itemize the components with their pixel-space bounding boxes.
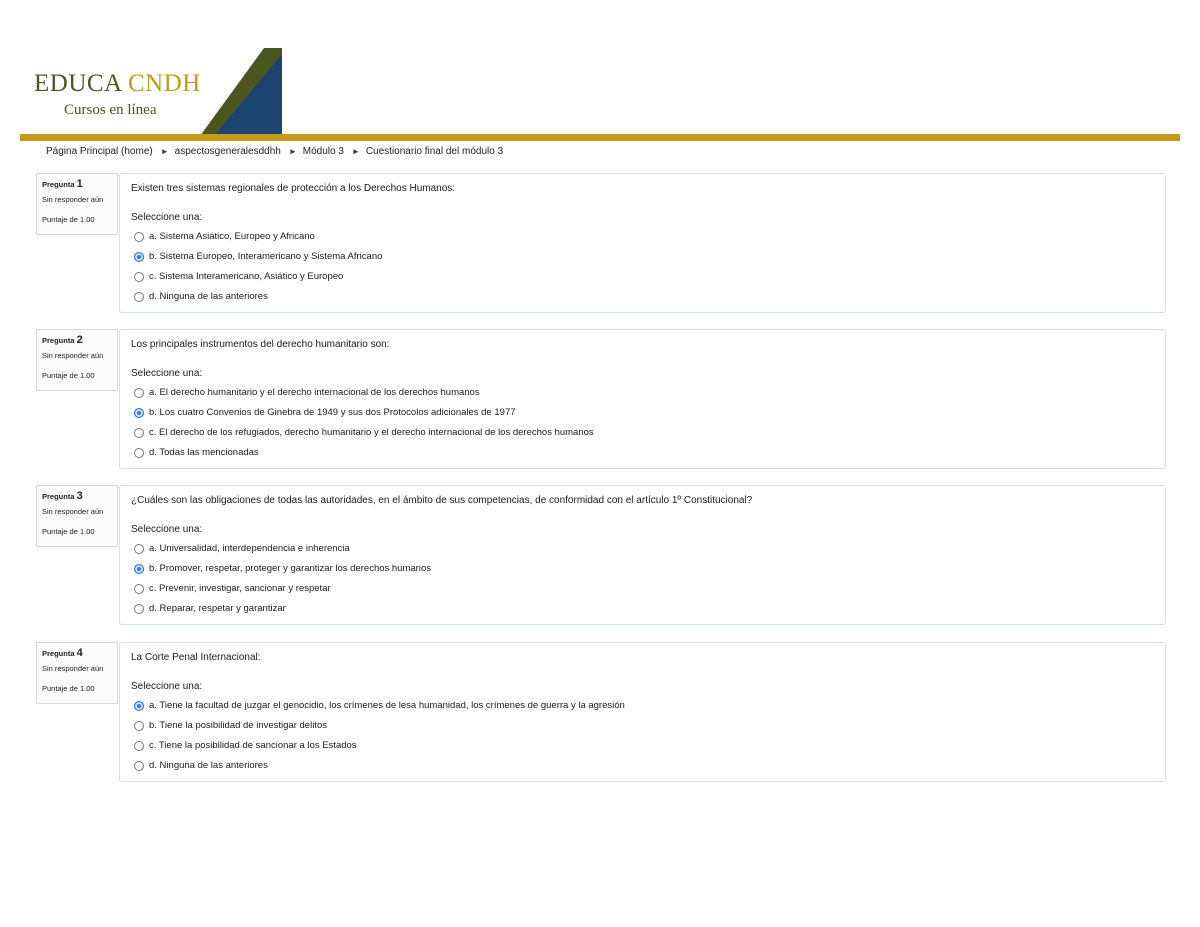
breadcrumb-course[interactable]: aspectosgeneralesddhh — [174, 146, 281, 157]
answer-option[interactable] — [131, 715, 1154, 735]
radio-button[interactable] — [134, 292, 144, 302]
radio-button[interactable] — [134, 584, 144, 594]
logo-word-educa: EDUCA — [34, 70, 122, 97]
breadcrumb-module[interactable]: Módulo 3 — [302, 146, 344, 157]
answer-option[interactable] — [131, 578, 1154, 598]
radio-button[interactable] — [134, 604, 144, 614]
radio-button[interactable] — [134, 701, 144, 711]
answer-options — [131, 695, 1154, 775]
answer-label: b. Promover, respetar, proteger y garantizar los derechos humanos — [149, 562, 431, 574]
answer-option[interactable] — [131, 558, 1154, 578]
answer-label: d. Reparar, respetar y garantizar — [149, 602, 286, 614]
page-header — [0, 0, 1200, 142]
answer-prompt: Seleccione una: — [131, 212, 203, 223]
breadcrumb-separator-icon: ► — [288, 147, 297, 156]
answer-label: d. Ninguna de las anteriores — [149, 290, 268, 302]
question-info — [36, 485, 118, 547]
question-content — [119, 173, 1166, 313]
radio-button[interactable] — [134, 232, 144, 242]
breadcrumb-separator-icon: ► — [160, 147, 169, 156]
question-content — [119, 329, 1166, 469]
answer-label: c. El derecho de los refugiados, derecho humanitario y el derecho internacional de los derechos humanos — [149, 426, 594, 438]
question-state: Sin responder aún — [42, 664, 104, 673]
radio-button[interactable] — [134, 408, 144, 418]
answer-label: a. Tiene la facultad de juzgar el genocidio, los crímenes de lesa humanidad, los crímenes de guerra y la agresión — [149, 699, 625, 711]
question-text: La Corte Penal Internacional: — [131, 652, 261, 663]
answer-label: a. El derecho humanitario y el derecho internacional de los derechos humanos — [149, 386, 480, 398]
answer-label: c. Tiene la posibilidad de sancionar a los Estados — [149, 739, 357, 751]
header-divider — [20, 134, 1180, 141]
answer-label: c. Sistema Interamericano, Asiático y Europeo — [149, 270, 344, 282]
breadcrumb — [46, 146, 503, 157]
answer-options — [131, 538, 1154, 618]
question-state: Sin responder aún — [42, 195, 104, 204]
answer-option[interactable] — [131, 382, 1154, 402]
site-logo[interactable] — [34, 70, 201, 98]
question-content — [119, 485, 1166, 625]
answer-label: a. Universalidad, interdependencia e inherencia — [149, 542, 350, 554]
answer-option[interactable] — [131, 538, 1154, 558]
question-grade: Puntaje de 1.00 — [42, 371, 95, 380]
answer-option[interactable] — [131, 246, 1154, 266]
question-number: Pregunta 4 — [42, 647, 83, 659]
question-4 — [36, 642, 1166, 782]
radio-button[interactable] — [134, 448, 144, 458]
logo-subtitle: Cursos en línea — [64, 102, 157, 118]
question-text: Los principales instrumentos del derecho humanitario son: — [131, 339, 390, 350]
question-text: ¿Cuáles son las obligaciones de todas las autoridades, en el ámbito de sus competencias, de conformidad con el artículo 1º Constitucional? — [131, 495, 753, 506]
answer-option[interactable] — [131, 266, 1154, 286]
radio-button[interactable] — [134, 564, 144, 574]
answer-label: b. Tiene la posibilidad de investigar delitos — [149, 719, 327, 731]
answer-prompt: Seleccione una: — [131, 681, 203, 692]
breadcrumb-home[interactable]: Página Principal (home) — [46, 146, 153, 157]
answer-option[interactable] — [131, 402, 1154, 422]
question-3 — [36, 485, 1166, 625]
breadcrumb-separator-icon: ► — [351, 147, 360, 156]
question-number: Pregunta 2 — [42, 334, 83, 346]
answer-options — [131, 226, 1154, 306]
question-1 — [36, 173, 1166, 313]
answer-option[interactable] — [131, 598, 1154, 618]
radio-button[interactable] — [134, 544, 144, 554]
answer-option[interactable] — [131, 286, 1154, 306]
answer-option[interactable] — [131, 226, 1154, 246]
answer-label: c. Prevenir, investigar, sancionar y respetar — [149, 582, 331, 594]
breadcrumb-quiz[interactable]: Cuestionario final del módulo 3 — [365, 146, 504, 157]
radio-button[interactable] — [134, 761, 144, 771]
radio-button[interactable] — [134, 272, 144, 282]
question-info — [36, 642, 118, 704]
radio-button[interactable] — [134, 252, 144, 262]
answer-prompt: Seleccione una: — [131, 368, 203, 379]
answer-option[interactable] — [131, 755, 1154, 775]
question-grade: Puntaje de 1.00 — [42, 684, 95, 693]
answer-prompt: Seleccione una: — [131, 524, 203, 535]
question-content — [119, 642, 1166, 782]
answer-option[interactable] — [131, 735, 1154, 755]
question-state: Sin responder aún — [42, 507, 104, 516]
radio-button[interactable] — [134, 388, 144, 398]
question-grade: Puntaje de 1.00 — [42, 527, 95, 536]
question-grade: Puntaje de 1.00 — [42, 215, 95, 224]
question-text: Existen tres sistemas regionales de protección a los Derechos Humanos: — [131, 183, 456, 194]
radio-button[interactable] — [134, 428, 144, 438]
answer-option[interactable] — [131, 442, 1154, 462]
logo-word-cndh: CNDH — [127, 70, 201, 97]
question-state: Sin responder aún — [42, 351, 104, 360]
answer-label: b. Los cuatro Convenios de Ginebra de 1949 y sus dos Protocolos adicionales de 1977 — [149, 406, 516, 418]
question-info — [36, 329, 118, 391]
question-info — [36, 173, 118, 235]
answer-label: b. Sistema Europeo, Interamericano y Sistema Africano — [149, 250, 383, 262]
answer-options — [131, 382, 1154, 462]
question-number: Pregunta 3 — [42, 490, 83, 502]
answer-label: d. Todas las mencionadas — [149, 446, 259, 458]
question-2 — [36, 329, 1166, 469]
logo-graphic — [200, 48, 282, 136]
answer-option[interactable] — [131, 422, 1154, 442]
answer-option[interactable] — [131, 695, 1154, 715]
radio-button[interactable] — [134, 721, 144, 731]
answer-label: d. Ninguna de las anteriores — [149, 759, 268, 771]
radio-button[interactable] — [134, 741, 144, 751]
question-number: Pregunta 1 — [42, 178, 83, 190]
answer-label: a. Sistema Asiático, Europeo y Africano — [149, 230, 315, 242]
